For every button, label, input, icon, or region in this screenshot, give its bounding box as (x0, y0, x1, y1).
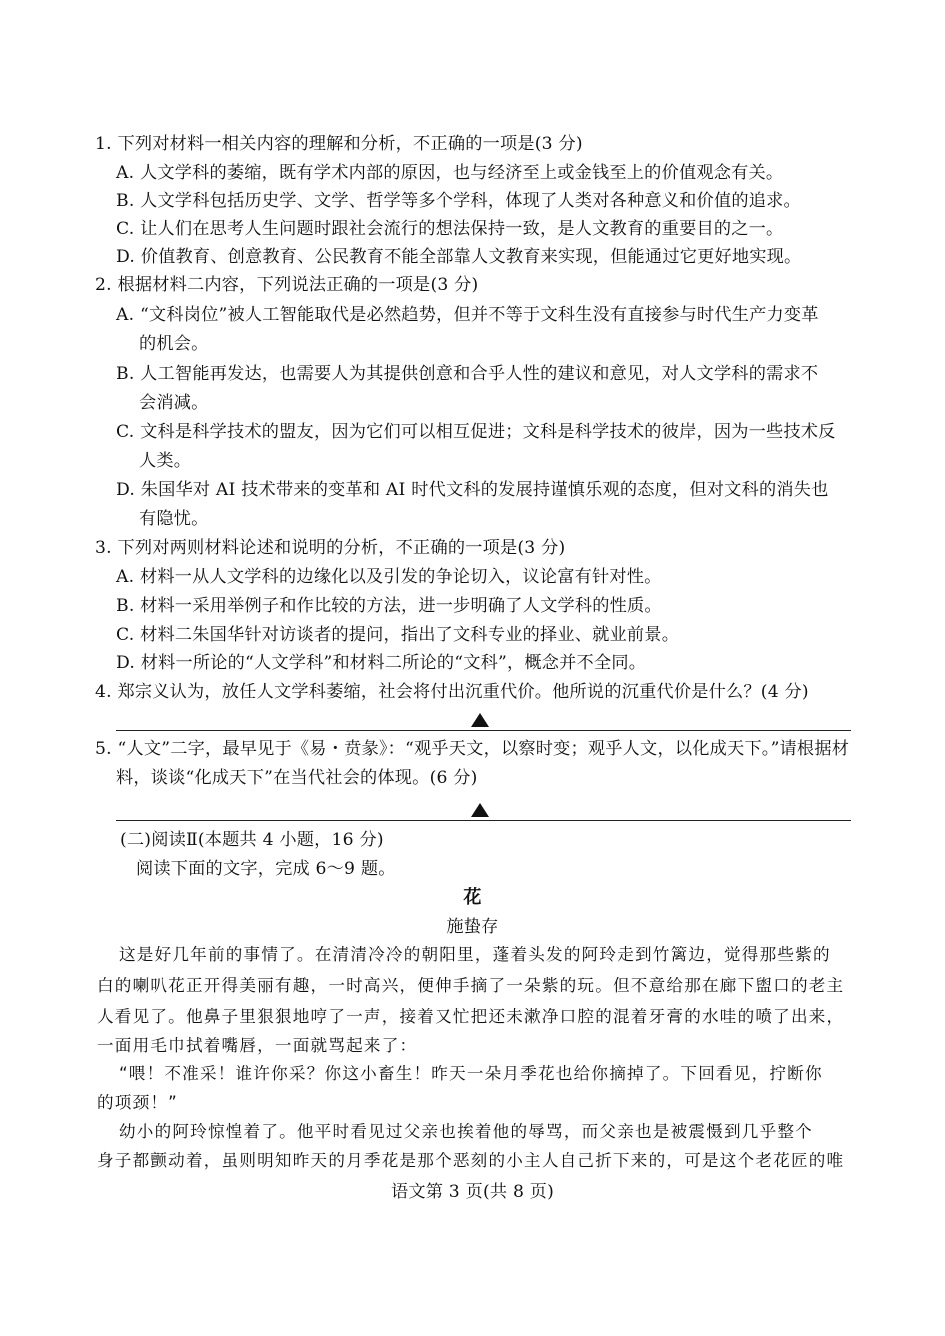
passage-paragraph-line: 身子都颤动着，虽则明知昨天的月季花是那个恶刻的小主人自己折下来的，可是这个老花匠的唯 (97, 1151, 845, 1170)
question-5-stem-cont: 料，谈谈“化成天下”在当代社会的体现。(6 分) (116, 768, 478, 788)
passage-paragraph-line: “喂！不准采！谁许你采？你这小畜生！昨天一朵月季花也给你摘掉了。下回看见，拧断你 (119, 1064, 823, 1083)
passage-paragraph-line: 人看见了。他鼻子里狠狠地哼了一声，接着又忙把还未漱净口腔的混着牙膏的水哇的喷了出来， (97, 1007, 845, 1026)
question-2-option-b-cont: 会消减。 (139, 393, 209, 413)
passage-paragraph-line: 幼小的阿玲惊惶着了。他平时看见过父亲也挨着他的辱骂，而父亲也是被震慑到几乎整个 (119, 1122, 813, 1141)
passage-author: 施蛰存 (446, 917, 499, 937)
question-2-option-a-cont: 的机会。 (139, 334, 209, 354)
question-2-option-b: B. 人工智能再发达，也需要人为其提供创意和合乎人性的建议和意见，对人文学科的需求不 (116, 364, 819, 384)
question-1-option-d: D. 价值教育、创意教育、公民教育不能全部靠人文教育来实现，但能通过它更好地实现。 (116, 247, 802, 267)
passage-title: 花 (463, 887, 482, 908)
question-2-option-d: D. 朱国华对 AI 技术带来的变革和 AI 时代文科的发展持谨慎乐观的态度，但对文科的消失也 (116, 480, 829, 500)
question-2-option-d-cont: 有隐忧。 (139, 509, 209, 529)
question-2-option-a: A. “文科岗位”被人工智能取代是必然趋势，但并不等于文科生没有直接参与时代生产力变革 (116, 305, 819, 325)
page-footer: 语文第 3 页(共 8 页) (390, 1182, 555, 1202)
passage-paragraph-line: 这是好几年前的事情了。在清清冷冷的朝阳里，蓬着头发的阿玲走到竹篱边，觉得那些紫的 (119, 945, 831, 964)
question-5-stem: 5. “人文”二字，最早见于《易・贲彖》：“观乎天文，以察时变；观乎人文，以化成天下。”请根据材 (95, 739, 850, 759)
question-2-option-c-cont: 人类。 (139, 451, 192, 471)
passage-paragraph-line: 一面用毛巾拭着嘴唇，一面就骂起来了： (97, 1036, 418, 1055)
section-heading: (二)阅读Ⅱ(本题共 4 小题，16 分) (120, 830, 384, 850)
question-1-stem: 1. 下列对材料一相关内容的理解和分析，不正确的一项是(3 分) (95, 134, 583, 154)
passage-paragraph-line: 白的喇叭花正开得美丽有趣，一时高兴，便伸手摘了一朵紫的玩。但不意给那在廊下盥口的老主 (97, 976, 845, 995)
section-instruction: 阅读下面的文字，完成 6～9 题。 (136, 859, 396, 879)
question-1-option-a: A. 人文学科的萎缩，既有学术内部的原因，也与经济至上或金钱至上的价值观念有关。 (116, 163, 784, 183)
question-4-stem: 4. 郑宗义认为，放任人文学科萎缩，社会将付出沉重代价。他所说的沉重代价是什么？(4 分) (95, 682, 809, 702)
question-5-answer-line[interactable] (116, 820, 851, 821)
question-3-option-d: D. 材料一所论的“人文学科”和材料二所论的“文科”，概念并不全同。 (116, 653, 647, 673)
question-3-stem: 3. 下列对两则材料论述和说明的分析，不正确的一项是(3 分) (95, 538, 566, 558)
question-1-option-c: C. 让人们在思考人生问题时跟社会流行的想法保持一致，是人文教育的重要目的之一。 (116, 219, 784, 239)
question-2-stem: 2. 根据材料二内容，下列说法正确的一项是(3 分) (95, 275, 479, 295)
question-1-option-b: B. 人文学科包括历史学、文学、哲学等多个学科，体现了人类对各种意义和价值的追求。 (116, 191, 801, 211)
answer-marker-triangle-icon (471, 803, 489, 817)
answer-marker-triangle-icon (471, 713, 489, 727)
question-4-answer-line[interactable] (116, 730, 851, 731)
question-2-option-c: C. 文科是科学技术的盟友，因为它们可以相互促进；文科是科学技术的彼岸，因为一些技术反 (116, 422, 836, 442)
question-3-option-a: A. 材料一从人文学科的边缘化以及引发的争论切入，议论富有针对性。 (116, 567, 662, 587)
passage-paragraph-line: 的项颈！” (97, 1093, 178, 1112)
question-3-option-c: C. 材料二朱国华针对访谈者的提问，指出了文科专业的择业、就业前景。 (116, 625, 680, 645)
question-3-option-b: B. 材料一采用举例子和作比较的方法，进一步明确了人文学科的性质。 (116, 596, 662, 616)
